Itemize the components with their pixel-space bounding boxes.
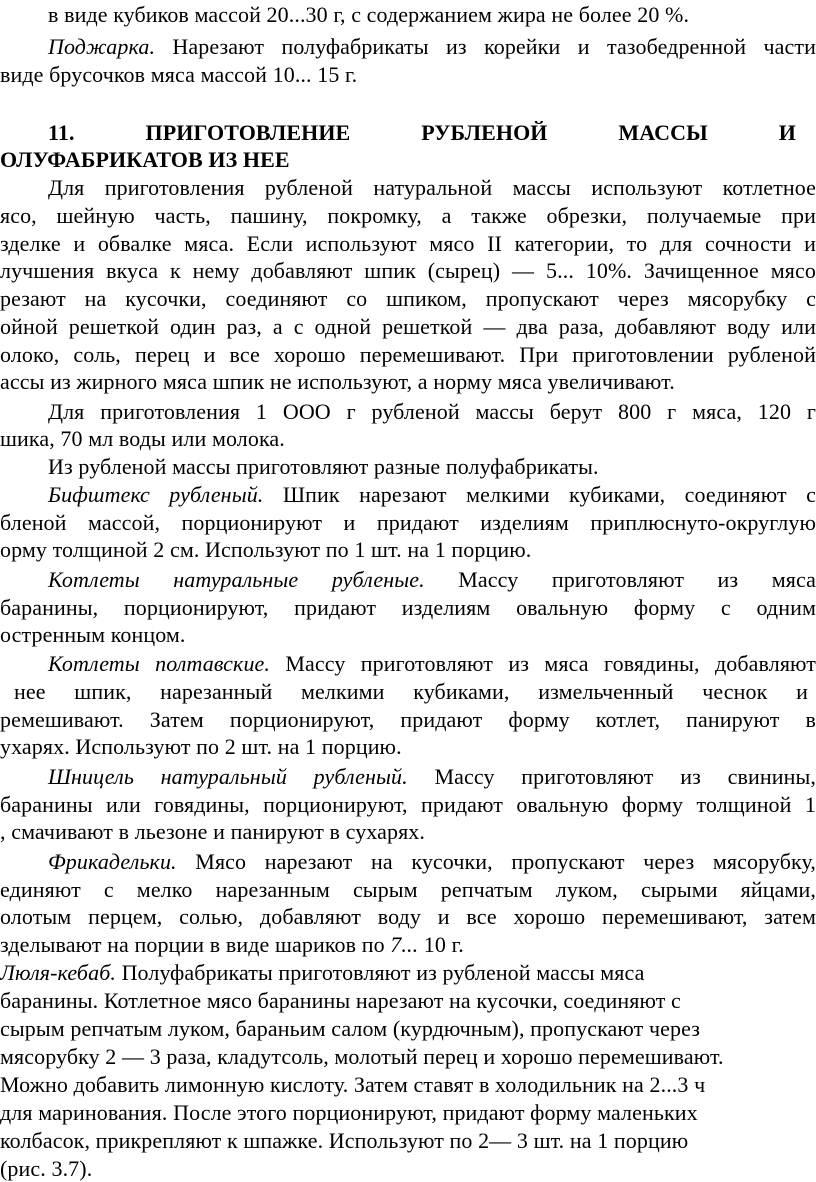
- text-span: единяют с мелко нарезанным сырым репчатым луком, сырыми яйцами,: [0, 877, 816, 902]
- text-line: [0, 987, 816, 1015]
- text-span: лучшения вкуса к нему добавляют шпик (сырец) — 5... 10%. Зачищенное мясо: [0, 258, 816, 283]
- text-line: [0, 706, 816, 734]
- text-span: ойной решеткой один раз, а с одной решеткой — два раза, добавляют воду или: [0, 314, 816, 339]
- text-line: [0, 536, 816, 564]
- text-line: [0, 285, 816, 313]
- text-span: Массу приготовляют из мяса: [424, 567, 816, 592]
- text-line: [0, 257, 816, 285]
- text-line: [0, 509, 816, 537]
- text-line: [0, 876, 816, 904]
- text-span: баранины. Котлетное мясо баранины нарезают на кусочки, соединяют с: [0, 988, 681, 1013]
- italic-term: Фрикадельки.: [48, 849, 177, 874]
- text-line: [0, 1043, 816, 1071]
- text-span: виде брусочков мяса массой 10... 15 г.: [0, 62, 358, 87]
- text-span: бленой массой, порционируют и придают изделиям приплюснуто-округлую: [0, 510, 816, 535]
- text-line: [0, 959, 816, 987]
- section-heading-line: [0, 146, 816, 174]
- text-span: Можно добавить лимонную кислоту. Затем ставят в холодильник на 2...3 ч: [0, 1072, 706, 1097]
- text-line: [0, 903, 816, 931]
- text-span: Массу приготовляют из свинины,: [407, 764, 816, 789]
- text-line: [0, 931, 816, 959]
- text-line: [0, 791, 816, 819]
- italic-term: Шницель натуральный рубленый.: [48, 764, 408, 789]
- text-span: Мясо нарезают на кусочки, пропускают через мясорубку,: [176, 849, 816, 874]
- text-line: [0, 174, 816, 202]
- text-span: 10 г.: [418, 932, 464, 957]
- text-span: резают на кусочки, соединяют со шпиком, пропускают через мясорубку с: [0, 286, 816, 311]
- text-line: [0, 621, 816, 649]
- text-line: [0, 313, 816, 341]
- text-span: ассы из жирного мяса шпик не используют, а норму мяса увеличивают.: [0, 369, 675, 394]
- text-line: [0, 481, 816, 509]
- text-span: нее шпик, нарезанный мелкими кубиками, измельченный чеснок и: [14, 679, 808, 704]
- text-line: [0, 341, 816, 369]
- text-line: [0, 650, 816, 678]
- text-span: орму толщиной 2 см. Используют по 1 шт. на 1 порцию.: [0, 537, 532, 562]
- text-span: для маринования. После этого порционируют, придают форму маленьких: [0, 1100, 698, 1125]
- text-span: Из рубленой массы приготовляют разные полуфабрикаты.: [48, 454, 599, 479]
- text-line: [0, 368, 816, 396]
- text-line: [0, 425, 816, 453]
- text-line: [0, 848, 816, 876]
- text-span: Нарезают полуфабрикаты из корейки и тазобедренной части: [155, 34, 816, 59]
- text-line: [48, 1, 816, 29]
- text-line: [0, 398, 816, 426]
- text-line: [0, 230, 816, 258]
- section-heading-line: [0, 119, 796, 147]
- text-span: в виде кубиков массой 20...30 г, с содержанием жира не более 20 %.: [48, 2, 690, 27]
- text-line: [0, 566, 816, 594]
- text-line: [0, 453, 816, 481]
- text-line: [14, 678, 808, 706]
- text-span: (рис. 3.7).: [0, 1156, 93, 1181]
- text-span: сырым репчатым луком, бараньим салом (курдючным), пропускают через: [0, 1016, 701, 1041]
- text-line: [0, 33, 816, 61]
- text-span: Массу приготовляют из мяса говядины, добавляют: [270, 651, 816, 676]
- text-span: олотым перцем, солью, добавляют воду и все хорошо перемешивают, затем: [0, 904, 816, 929]
- italic-term: Поджарка.: [48, 34, 156, 59]
- text-line: [0, 594, 816, 622]
- text-line: [0, 1071, 816, 1099]
- text-line: [0, 733, 816, 761]
- text-span: ремешивают. Затем порционируют, придают форму котлет, панируют в: [0, 707, 816, 732]
- text-span: , смачивают в льезоне и панируют в сухарях.: [0, 819, 425, 844]
- text-span: Для приготовления 1 ООО г рубленой массы берут 800 г мяса, 120 г: [48, 399, 816, 424]
- text-span: остренным концом.: [0, 622, 186, 647]
- text-line: [0, 202, 816, 230]
- text-span: колбасок, прикрепляют к шпажке. Используют по 2— 3 шт. на 1 порцию: [0, 1128, 689, 1153]
- text-span: шика, 70 мл воды или молока.: [0, 426, 285, 451]
- text-line: [0, 818, 816, 846]
- text-span: зделывают на порции в виде шариков по: [0, 932, 391, 957]
- italic-term: Люля-кебаб.: [0, 960, 116, 985]
- text-line: [0, 1127, 816, 1155]
- italic-term: Бифштекс рубленый.: [48, 482, 264, 507]
- section-heading: 11. ПРИГОТОВЛЕНИЕ РУБЛЕНОЙ МАССЫ И: [48, 120, 796, 145]
- italic-number: 7...: [390, 932, 419, 957]
- text-line: [0, 1015, 816, 1043]
- text-line: [0, 1155, 816, 1182]
- text-span: Для приготовления рубленой натуральной массы используют котлетное: [48, 175, 816, 200]
- section-heading-cont: ОЛУФАБРИКАТОВ ИЗ НЕЕ: [0, 147, 290, 172]
- text-span: Шпик нарезают мелкими кубиками, соединяют с: [263, 482, 816, 507]
- italic-term: Котлеты полтавские.: [48, 651, 271, 676]
- text-line: [0, 61, 816, 89]
- text-line: [0, 763, 816, 791]
- text-span: баранины или говядины, порционируют, придают овальную форму толщиной 1: [0, 792, 816, 817]
- text-span: ясо, шейную часть, пашину, покромку, а также обрезки, получаемые при: [0, 203, 816, 228]
- text-span: мясорубку 2 — 3 раза, кладутсоль, молотый перец и хорошо перемешивают.: [0, 1044, 724, 1069]
- text-span: баранины, порционируют, придают изделиям овальную форму с одним: [0, 595, 816, 620]
- text-span: Полуфабрикаты приготовляют из рубленой массы мяса: [115, 960, 645, 985]
- text-span: олоко, соль, перец и все хорошо перемешивают. При приготовлении рубленой: [0, 342, 816, 367]
- text-line: [0, 1099, 816, 1127]
- italic-term: Котлеты натуральные рубленые.: [48, 567, 425, 592]
- text-span: зделке и обвалке мяса. Если используют мясо II категории, то для сочности и: [0, 231, 816, 256]
- text-span: ухарях. Используют по 2 шт. на 1 порцию.: [0, 734, 402, 759]
